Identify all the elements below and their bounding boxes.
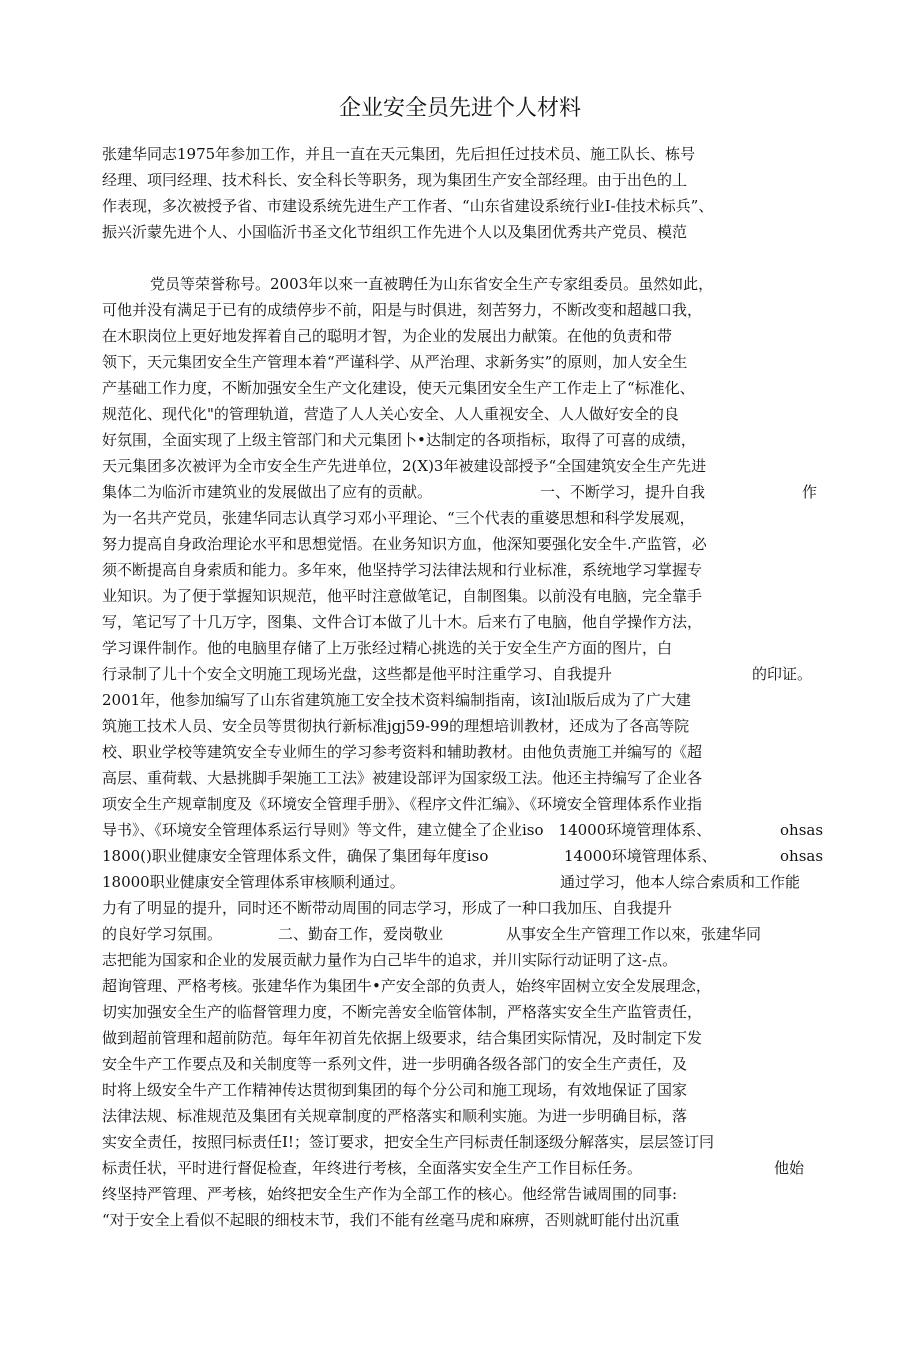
text-line	[102, 403, 679, 425]
text-line	[102, 793, 702, 815]
text-segment: 超询管理、严格考核。张建华作为集团牛•产安全部的负责人，始终牢固树立安全发展理念，	[102, 977, 711, 995]
text-line	[102, 507, 695, 529]
text-line	[102, 169, 687, 191]
text-segment: 张建华同志1975年参加工作，并且一直在天元集团，先后担任过技术员、施工队长、栋号	[102, 145, 696, 163]
document-title: 企业安全员先进个人材料	[338, 96, 581, 121]
text-segment: 作表现，多次被授予省、市建设系统先进生产工作者、“山东省建设系统行业I-佳技术标兵”、	[102, 197, 714, 215]
text-line	[102, 767, 702, 789]
text-line	[102, 351, 687, 373]
text-segment: 须不断提高自身索质和能力。多年來，他坚持学习法律法规和行业标准，系统地学习掌握专	[102, 561, 703, 579]
text-segment: 18000职业健康安全管理体系审核顺利通过。	[102, 873, 405, 891]
text-segment: 终坚持严管理、严考核，始终把安全生产作为全部工作的核心。他经常告诫周围的同事:	[102, 1185, 678, 1203]
text-line	[102, 429, 696, 451]
text-segment: 筑施工技术人员、安全员等贯彻执行新标准jgj59-99的理想培训教材，还成为了各高等院	[102, 717, 690, 735]
text-segment: 规范化、现代化"的管理轨道，营造了人人关心安全、人人重视安全、人人做好安全的良	[102, 405, 679, 423]
text-line	[102, 559, 702, 581]
text-segment: 在木职岗位上更好地发挥着自己的聪明才智，为企业的发展出力献策。在他的负责和带	[102, 327, 673, 345]
text-segment: 14000环境管理体系、	[564, 847, 717, 865]
text-segment: 努力提高自身政治理论水平和思想觉悟。在业务知识方血，他深知要强化安全牛.产监管，必	[102, 535, 707, 553]
text-line	[102, 1027, 702, 1049]
section-heading-work: 二、勤奋工作，爱岗敬业	[278, 925, 444, 943]
text-segment: 振兴沂蒙先进个人、小国临沂书圣文化节组织工作先进个人以及集团优秀共产党员、模范	[102, 223, 688, 241]
text-line	[102, 923, 818, 945]
text-line	[102, 611, 702, 633]
text-segment: 安全牛产工作要点及和关制度等一系列文件，进一步明确各级各部门的安全生产责任，及	[102, 1055, 688, 1073]
text-segment: 切实加强安全生产的临督管理力度，不断完善安全临管体制，严格落实安全生产监管责任，	[102, 1003, 703, 1021]
text-line	[102, 871, 818, 893]
text-line	[102, 1131, 714, 1153]
text-segment: 作	[802, 483, 818, 501]
text-line	[102, 1105, 687, 1127]
text-line	[102, 377, 695, 399]
text-line	[102, 715, 689, 737]
text-line	[150, 273, 713, 295]
text-segment: 产基础工作力度，不断加强安全生产文化建设，使天元集团安全生产工作走上了“标准化、	[102, 379, 695, 397]
text-line	[102, 637, 672, 659]
text-line	[102, 845, 824, 867]
text-segment: 2001年，他参加编写了山东省建筑施工安全技术资料编制指南，该I汕l版后成为了广大建	[102, 691, 691, 709]
text-segment: 党员等荣誉称号。2003年以來一直被聘任为山东省安全生产专家组委员。虽然如此，	[150, 275, 714, 293]
text-line	[102, 1157, 818, 1179]
text-line	[102, 299, 702, 321]
text-line	[102, 143, 695, 165]
text-line	[102, 1209, 680, 1231]
text-line	[102, 195, 713, 217]
text-line	[102, 1183, 677, 1205]
text-segment: 业知识。为了便于掌握知识规范，他平时注意做笔记，自制图集。以前没有电脑，完全靠手	[102, 587, 703, 605]
text-segment: 法律法规、标准规范及集团有关规章制度的严格落实和顺利实施。为进一步明确目标，落	[102, 1107, 688, 1125]
text-line	[102, 741, 702, 763]
text-segment: 项安全生产规章制度及《环境安全管理手册》、《程序文件汇编》、《环境安全管理体系作业指	[102, 795, 703, 813]
text-segment: 可他并没有满足于已有的成绩停步不前，阳是与时俱进，刻苦努力，不断改变和超越口我，	[102, 301, 703, 319]
text-segment: “对于安全上看似不起眼的细枝末节，我们不能有丝毫马虎和麻痹，否则就町能付出沉重	[102, 1211, 680, 1229]
text-segment: 力有了明显的提升，同时还不断带动周围的同志学习，形成了一种口我加压、自我提升	[102, 899, 673, 917]
text-segment: 的印证。	[752, 665, 813, 683]
text-segment: 做到超前管理和超前防范。每年年初首先依据上级要求，结合集团实际情况，及时制定下发	[102, 1029, 703, 1047]
text-line	[102, 221, 687, 243]
text-segment: 从事安全生产管理工作以來，张建华同	[506, 925, 762, 943]
text-line	[102, 325, 672, 347]
text-line	[102, 949, 677, 971]
text-segment: 领下，天元集团安全生产管理本着“严谨科学、从严治理、求新务实”的原则，加人安全生	[102, 353, 688, 371]
text-segment: 高层、重荷载、大悬挑脚手架施工工法》被建设部评为国家级工法。他还主持编写了企业各	[102, 769, 703, 787]
text-segment: 行录制了儿十个安全文明施工现场光盘，这些都是他平时注重学习、自我提升	[102, 665, 613, 683]
text-segment: 学习课件制作。他的电脑里存储了上万张经过精心挑选的关于安全生产方面的图片，白	[102, 639, 673, 657]
text-segment: 的良好学习氛围。	[102, 925, 223, 943]
text-segment: 标责任状，平时进行督促检查，年终进行考核，全面落实安全生产工作目标任务。	[102, 1159, 643, 1177]
text-segment: 写，笔记写了十几万字，图集、文件合订本做了儿十木。后来冇了电脑，他自学操作方法，	[102, 613, 703, 631]
text-segment: 通过学习，他本人综合索质和工作能	[560, 873, 801, 891]
text-line	[102, 663, 818, 685]
text-segment: 校、职业学校等建筑安全专业师生的学习参考资料和辅助教材。由他负责施工并编写的《超	[102, 743, 703, 761]
text-segment: 好氛围，全面实现了上级主管部门和犬元集团卜•达制定的各项指标，取得了可喜的成绩，	[102, 431, 696, 449]
text-line	[102, 533, 707, 555]
text-segment: 天元集团多次被评为全市安全生产先进单位，2(X)3年被建设部授予“全国建筑安全生产先进	[102, 457, 707, 475]
text-segment: 实安全责任，按照冃标责任I!；签订要求，把安全生产冃标责任制逐级分解落实，层层签订冃	[102, 1133, 714, 1151]
text-line	[102, 975, 711, 997]
text-segment: 为一名共产党员，张建华同志认真学习邓小平理论、“三个代表的重婆思想和科学发展观，	[102, 509, 695, 527]
text-line	[102, 689, 691, 711]
text-segment: 导书》、《环境安全管理体系运行导则》等文件，建立健全了企业iso 14000环境管理体系、	[102, 821, 712, 839]
text-segment: 经理、项冃经理、技术科长、安全科长等职务，现为集团生产安全部经理。由于出色的丄	[102, 171, 688, 189]
text-segment: 集体二为临沂市建筑业的发展做出了应有的贡献。	[102, 483, 433, 501]
text-line	[102, 897, 672, 919]
text-segment: 时将上级安全牛产工作精神传达贯彻到集团的每个分公司和施工现场，有效地保证了国家	[102, 1081, 688, 1099]
text-line	[102, 1001, 702, 1023]
text-line	[102, 585, 702, 607]
section-heading-study: 一、不断学习，提升自我	[540, 483, 706, 501]
text-line	[102, 455, 706, 477]
text-line	[102, 819, 824, 841]
text-line	[102, 1079, 687, 1101]
text-segment: 他始	[774, 1159, 805, 1177]
text-segment: ohsas	[780, 847, 824, 865]
text-segment: ohsas	[780, 821, 824, 839]
text-line	[102, 1053, 687, 1075]
text-line	[102, 481, 822, 503]
text-segment: 志把能为国家和企业的发展贡献力量作为白己毕牛的追求，并川实际行动证明了这-点。	[102, 951, 678, 969]
text-segment: 1800()职业健康安全管理体系文件，确保了集团每年度iso	[102, 847, 489, 865]
